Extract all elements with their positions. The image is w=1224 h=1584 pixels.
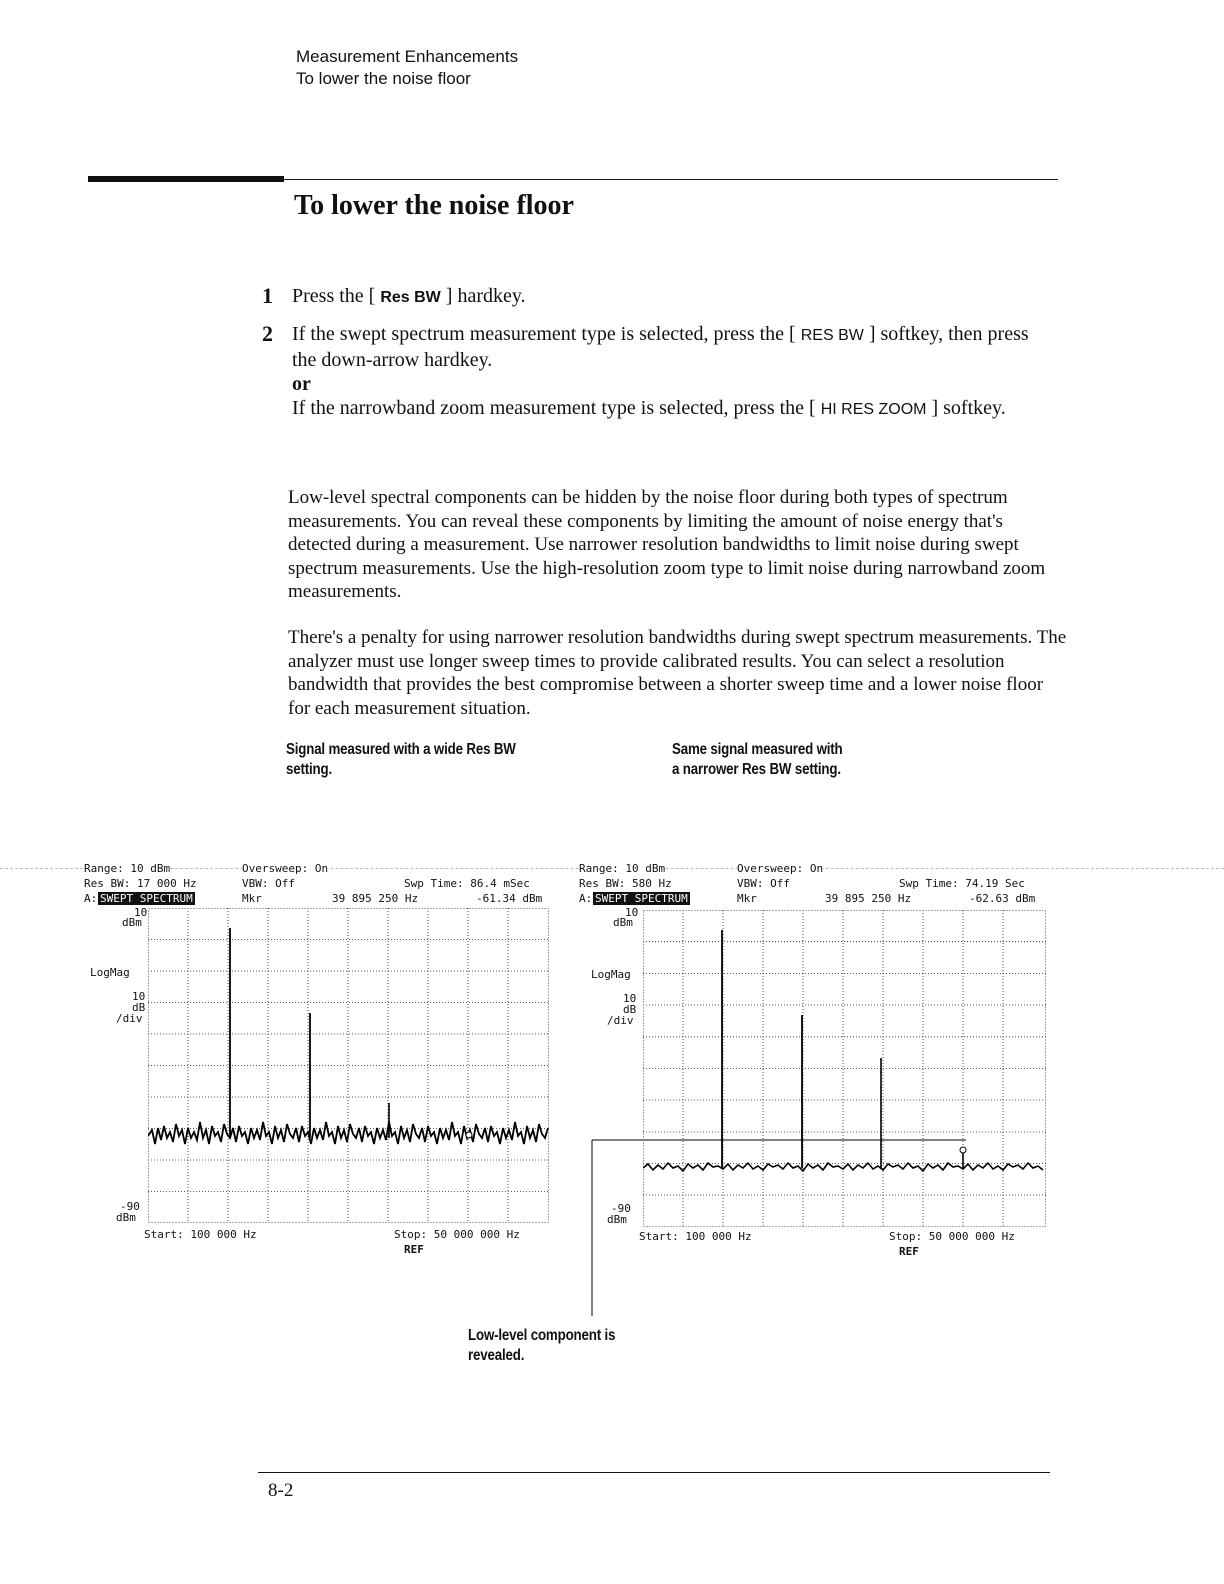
scale-unit: dB [132, 1001, 146, 1014]
vbw-readout: VBW: Off [737, 877, 790, 890]
marker-label: Mkr [242, 892, 262, 905]
analyzer-screen-wide [82, 860, 557, 1260]
scale-type: LogMag [90, 966, 130, 979]
marker-frequency: 39 895 250 Hz [332, 892, 419, 905]
body-paragraph-1: Low-level spectral components can be hidden by the noise floor during both types of spectrum measurements. You can reveal these components by limiting the amount of noise energy that's detected during a measurement. Use narrower resolution bandwidths to limit noise during swept spectrum measurements. Use the high-resolution zoom type to limit noise during narrowband zoom measurements. [288, 487, 1046, 602]
scale-value: 10 [623, 992, 637, 1005]
stop-frequency: Stop: 50 000 000 Hz [889, 1230, 1015, 1243]
scale-type: LogMag [591, 968, 631, 981]
footer-rule [258, 1472, 1050, 1473]
marker-amplitude: -61.34 dBm [476, 892, 543, 905]
scale-unit: dB [623, 1003, 637, 1016]
bottom-ref-value: -90 [120, 1200, 140, 1213]
channel-label: A: [84, 892, 98, 905]
vbw-readout: VBW: Off [242, 877, 295, 890]
trace-type-label: SWEPT SPECTRUM [595, 892, 688, 905]
running-head-chapter: Measurement Enhancements [296, 47, 519, 66]
graticule [148, 908, 549, 1223]
page-title: To lower the noise floor [294, 190, 574, 221]
bottom-ref-value: -90 [611, 1202, 631, 1215]
range-readout: Range: 10 dBm [84, 862, 171, 875]
or-label: or [292, 373, 311, 395]
scale-per-div: /div [607, 1014, 634, 1027]
scale-per-div: /div [116, 1012, 143, 1025]
top-ref-value: 10 [625, 906, 639, 919]
running-head-section: To lower the noise floor [296, 69, 471, 88]
oversweep-readout: Oversweep: On [242, 862, 329, 875]
section-rule-thick [88, 176, 284, 182]
marker-label: Mkr [737, 892, 757, 905]
step-number: 1 [262, 283, 273, 308]
noise-trace-wide [148, 1122, 548, 1144]
range-readout: Range: 10 dBm [579, 862, 666, 875]
step-text: Press the [ [292, 285, 381, 307]
step-2 [262, 322, 1052, 422]
step-text: If the swept spectrum measurement type is selected, press the [ [292, 323, 801, 345]
caption-wide-res-bw: Signal measured with a wide Res BW setting. [286, 741, 516, 778]
marker-frequency: 39 895 250 Hz [825, 892, 912, 905]
callout-leader [580, 1130, 1000, 1320]
page-number: 8-2 [268, 1480, 294, 1501]
softkey-res-bw: RES BW [800, 327, 864, 344]
step-number: 2 [262, 321, 273, 346]
stop-frequency: Stop: 50 000 000 Hz [394, 1228, 520, 1241]
res-bw-readout: Res BW: 580 Hz [579, 877, 672, 890]
bottom-ref-unit: dBm [116, 1211, 136, 1224]
sweep-time-readout: Swp Time: 86.4 mSec [404, 877, 530, 890]
ref-label: REF [404, 1243, 424, 1256]
trace-type-label: SWEPT SPECTRUM [100, 892, 193, 905]
step-text: If the narrowband zoom measurement type is selected, press the [ [292, 397, 821, 419]
res-bw-readout: Res BW: 17 000 Hz [84, 877, 197, 890]
scale-value: 10 [132, 990, 146, 1003]
spectrum-plot-wide [148, 908, 550, 1224]
oversweep-readout: Oversweep: On [737, 862, 824, 875]
top-ref-value: 10 [134, 906, 148, 919]
top-ref-unit: dBm [122, 916, 142, 929]
hardkey-res-bw: Res BW [380, 289, 441, 306]
start-frequency: Start: 100 000 Hz [144, 1228, 257, 1241]
channel-label: A: [579, 892, 593, 905]
caption-narrow-res-bw: Same signal measured with a narrower Res BW setting. [672, 741, 843, 778]
step-1 [262, 284, 1052, 310]
section-rule-thin [284, 179, 1058, 180]
step-text: ] hardkey. [440, 285, 526, 307]
marker-diamond [466, 1132, 472, 1138]
bottom-ref-unit: dBm [607, 1213, 627, 1226]
step-text: ] softkey. [926, 397, 1006, 419]
top-ref-unit: dBm [613, 916, 633, 929]
body-paragraph-2: There's a penalty for using narrower resolution bandwidths during swept spectrum measurements. The analyzer must use longer sweep times to provide calibrated results. You can select a resolution bandwidth that provides the best compromise between a shorter sweep time and a lower noise floor for each measurement situation. [288, 627, 1067, 719]
marker-amplitude: -62.63 dBm [969, 892, 1036, 905]
step-text: ] softkey, then press the down-arrow hardkey. [292, 323, 1029, 371]
softkey-hi-res-zoom: HI RES ZOOM [820, 401, 927, 418]
ref-label: REF [899, 1245, 919, 1258]
running-head [296, 46, 518, 90]
caption-revealed-component: Low-level component is revealed. [468, 1327, 616, 1364]
start-frequency: Start: 100 000 Hz [639, 1230, 752, 1243]
sweep-time-readout: Swp Time: 74.19 Sec [899, 877, 1025, 890]
